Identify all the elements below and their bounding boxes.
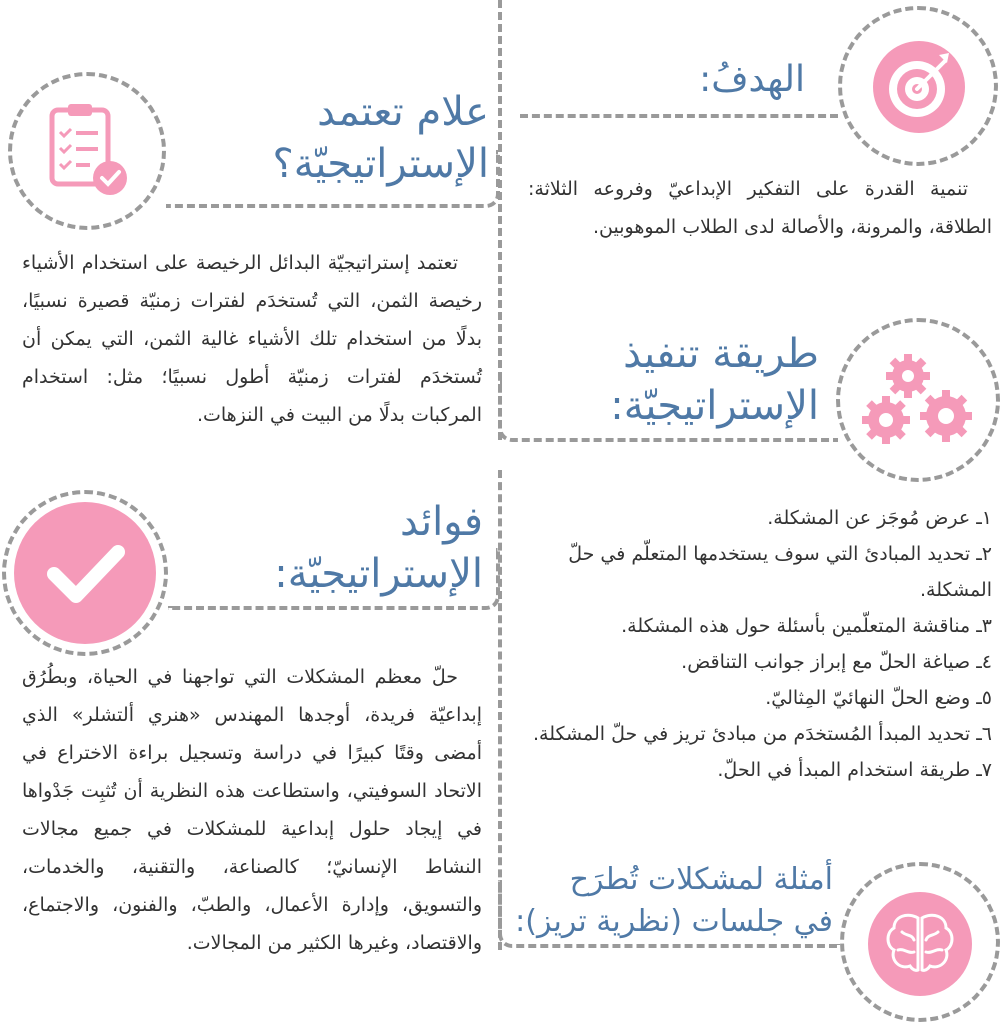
benefits-paragraph: حلّ معظم المشكلات التي تواجهنا في الحياة، وبطُرُق إبداعيّة فريدة، أوجدها المهندس «هنري ألتشلر» الذي أمضى وقتًا كبيرًا في دراسة وتسجيل براءة الاختراع في الاتحاد السوفيتي، واستطاعت هذه النظرية أن تُثبِت جَدْواها في إيجاد حلول إبداعية للمشكلات في جميع مجالات النشاط الإنسانيّ؛ كالصناعة، والتقنية، والخدمات، والتسويق، وإدارة الأعمال، والطبّ، والفنون، والاجتماع، والاقتصاد، وغيرها الكثير من المجالات.	[22, 666, 482, 954]
examples-heading-line2: في جلسات (نظرية تريز):	[515, 904, 833, 939]
method-icon-disc	[858, 350, 978, 450]
benefits-heading-line2: الإستراتيجيّة:	[274, 551, 483, 597]
examples-icon-disc	[868, 892, 972, 996]
clipboard-check-icon	[40, 104, 134, 198]
method-step: ٣ـ مناقشة المتعلّمين بأسئلة حول هذه المشكلة.	[621, 615, 992, 637]
method-heading-line1: طريقة تنفيذ	[623, 331, 819, 377]
center-divider	[498, 0, 502, 440]
method-step: ٤ـ صياغة الحلّ مع إبراز جوانب التناقض.	[681, 651, 992, 673]
goal-underline	[520, 114, 838, 118]
method-step: ٥ـ وضع الحلّ النهائيّ المِثاليّ.	[765, 687, 992, 709]
benefits-text	[22, 658, 482, 962]
method-step: ٢ـ تحديد المبادئ التي سوف يستخدمها المتعلّم في حلّ المشكلة.	[568, 543, 992, 601]
checkmark-icon	[14, 502, 156, 644]
basis-heading-line2: الإستراتيجيّة؟	[272, 141, 489, 187]
benefits-heading-line1: فوائد	[399, 499, 483, 545]
center-divider-lower	[498, 470, 502, 950]
goal-heading: الهدفُ:	[699, 59, 805, 100]
basis-paragraph: تعتمد إستراتيجيّة البدائل الرخيصة على استخدام الأشياء رخيصة الثمن، التي تُستخدَم لفترات زمنيّة قصيرة نسبيًا، بدلًا من استخدام تلك الأشياء غالية الثمن، التي يمكن أن تُستخدَم لفترات زمنيّة أطول نسبيًا؛ مثل: استخدام المركبات بدلًا من البيت في النزهات.	[22, 252, 482, 426]
goal-icon-disc	[873, 41, 965, 133]
method-step: ٧ـ طريقة استخدام المبدأ في الحلّ.	[717, 759, 992, 781]
gears-icon	[858, 350, 978, 450]
method-steps	[520, 500, 992, 788]
basis-text	[22, 244, 482, 434]
brain-icon	[868, 892, 972, 996]
benefits-icon-disc	[14, 502, 156, 644]
basis-icon-disc	[40, 104, 134, 198]
method-step: ١ـ عرض مُوجَز عن المشكلة.	[767, 507, 992, 529]
goal-paragraph: تنمية القدرة على التفكير الإبداعيّ وفروعه الثلاثة: الطلاقة، والمرونة، والأصالة لدى الطلاب الموهوبين.	[528, 178, 992, 238]
target-arrow-icon	[873, 41, 965, 133]
goal-text	[528, 170, 992, 246]
method-heading-line2: الإستراتيجيّة:	[610, 383, 819, 429]
examples-heading-line1: أمثلة لمشكلات تُطرَح	[569, 862, 833, 897]
method-step: ٦ـ تحديد المبدأ المُستخدَم من مبادئ تريز في حلّ المشكلة.	[533, 723, 992, 745]
basis-heading-line1: علام تعتمد	[317, 89, 489, 135]
